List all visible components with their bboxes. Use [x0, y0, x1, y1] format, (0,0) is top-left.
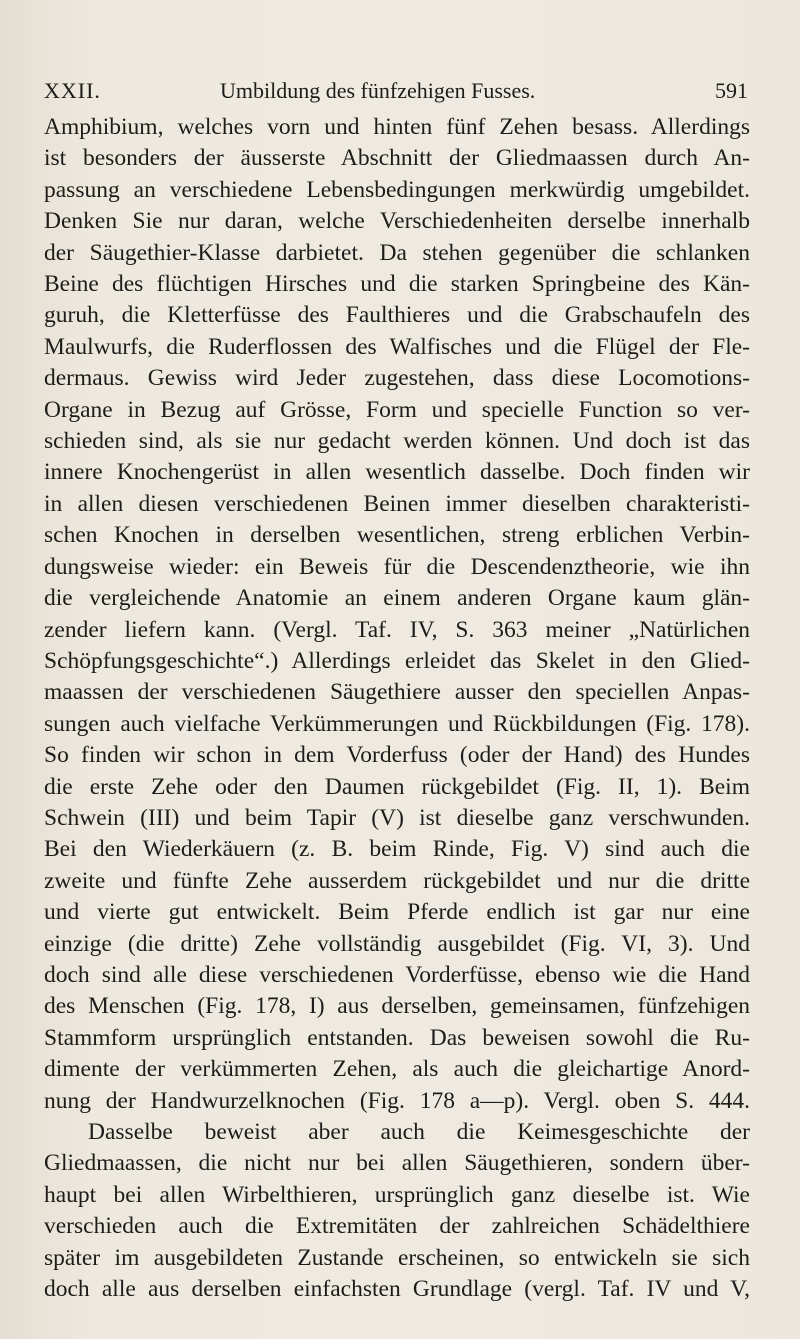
text-line: Beine des flüchtigen Hirsches und die starken Springbeine des Kän- [44, 271, 750, 298]
text-line: Denken Sie nur daran, welche Verschiedenheiten derselbe innerhalb [44, 208, 750, 235]
text-line: des Menschen (Fig. 178, I) aus derselben, gemeinsamen, fünfzehigen [44, 993, 750, 1020]
text-line: dermaus. Gewiss wird Jeder zugestehen, dass diese Locomotions- [44, 365, 750, 392]
text-line: haupt bei allen Wirbelthieren, ursprünglich ganz dieselbe ist. Wie [44, 1181, 750, 1208]
text-line: doch alle aus derselben einfachsten Grundlage (vergl. Taf. IV und V, [44, 1276, 750, 1303]
text-line: verschieden auch die Extremitäten der zahlreichen Schädelthiere [44, 1213, 750, 1240]
running-title: Umbildung des fünfzehigen Fusses. [220, 78, 536, 103]
text-line: guruh, die Kletterfüsse des Faulthieres und die Grabschaufeln des [44, 302, 750, 329]
text-line: nung der Handwurzelknochen (Fig. 178 a—p). Vergl. oben S. 444. [44, 1087, 750, 1114]
text-line: einzige (die dritte) Zehe vollständig ausgebildet (Fig. VI, 3). Und [44, 930, 750, 957]
text-line: später im ausgebildeten Zustande erscheinen, so entwickeln sie sich [44, 1244, 750, 1271]
text-line: Gliedmaassen, die nicht nur bei allen Säugethieren, sondern über- [44, 1150, 750, 1177]
text-line: sungen auch vielfache Verkümmerungen und Rückbildungen (Fig. 178). [44, 710, 750, 737]
body-text [44, 112, 750, 1305]
text-line: der Säugethier-Klasse darbietet. Da stehen gegenüber die schlanken [44, 239, 750, 266]
text-line: maassen der verschiedenen Säugethiere ausser den speciellen Anpas- [44, 679, 750, 706]
text-line: zweite und fünfte Zehe ausserdem rückgebildet und nur die dritte [44, 867, 750, 894]
text-line: dimente der verkümmerten Zehen, als auch die gleichartige Anord- [44, 1056, 750, 1083]
text-line: Dasselbe beweist aber auch die Keimesgeschichte der [88, 1119, 750, 1145]
text-line: Maulwurfs, die Ruderflossen des Walfisches und die Flügel der Fle- [44, 333, 750, 360]
text-line: dungsweise wieder: ein Beweis für die Descendenztheorie, wie ihn [44, 553, 750, 580]
text-line: schen Knochen in derselben wesentlichen, streng erblichen Verbin- [44, 522, 750, 549]
text-line: Schöpfungsgeschichte“.) Allerdings erleidet das Skelet in den Glied- [44, 647, 750, 674]
text-line: zender liefern kann. (Vergl. Taf. IV, S. 363 meiner „Natürlichen [44, 616, 750, 643]
text-line: doch sind alle diese verschiedenen Vorderfüsse, ebenso wie die Hand [44, 961, 750, 988]
text-line: und vierte gut entwickelt. Beim Pferde endlich ist gar nur eine [44, 899, 750, 926]
text-line: ist besonders der äusserste Abschnitt der Gliedmaassen durch An- [44, 145, 750, 172]
text-line: Organe in Bezug auf Grösse, Form und specielle Function so ver- [44, 396, 750, 423]
text-line: passung an verschiedene Lebensbedingungen merkwürdig umgebildet. [44, 176, 750, 203]
text-line: schieden sind, als sie nur gedacht werden können. Und doch ist das [44, 428, 750, 455]
chapter-number: XXII. [44, 78, 101, 103]
text-line: Stammform ursprünglich entstanden. Das beweisen sowohl die Ru- [44, 1024, 750, 1051]
text-line: Bei den Wiederkäuern (z. B. beim Rinde, Fig. V) sind auch die [44, 836, 750, 863]
text-line: die erste Zehe oder den Daumen rückgebildet (Fig. II, 1). Beim [44, 773, 750, 800]
text-line: in allen diesen verschiedenen Beinen immer dieselben charakteristi- [44, 490, 750, 517]
running-header [44, 78, 748, 108]
text-line: Schwein (III) und beim Tapir (V) ist dieselbe ganz verschwunden. [44, 804, 750, 831]
text-line: So finden wir schon in dem Vorderfuss (oder der Hand) des Hundes [44, 742, 750, 769]
text-line: Amphibium, welches vorn und hinten fünf Zehen besass. Allerdings [44, 114, 750, 140]
text-line: die vergleichende Anatomie an einem anderen Organe kaum glän- [44, 585, 750, 612]
page-number: 591 [715, 78, 748, 103]
text-line: innere Knochengerüst in allen wesentlich dasselbe. Doch finden wir [44, 459, 750, 486]
